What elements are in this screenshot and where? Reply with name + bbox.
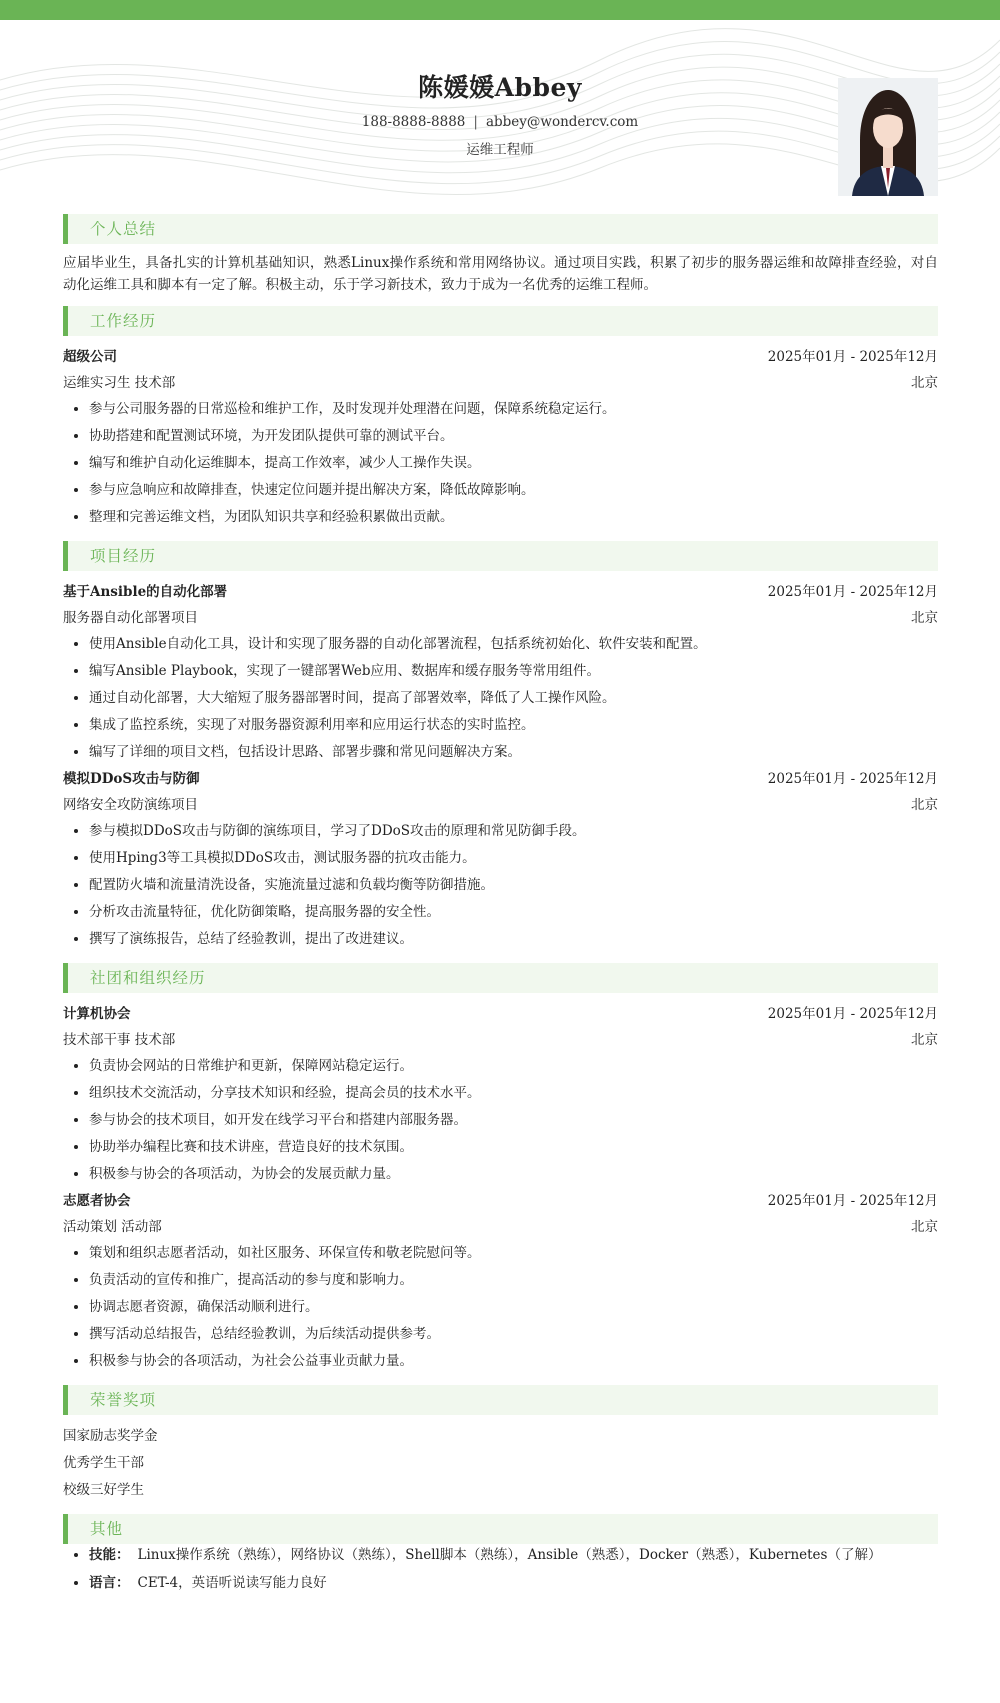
- honors-section: [63, 1385, 938, 1504]
- list-item: • 积极参与协会的各项活动，为社会公益事业贡献力量。: [89, 1348, 938, 1375]
- entry-organization: 超级公司: [63, 349, 117, 365]
- list-item: • 负责协会网站的日常维护和更新，保障网站稳定运行。: [89, 1053, 938, 1080]
- honors-list: [63, 1423, 938, 1504]
- languages-label: 语言：: [89, 1575, 130, 1591]
- list-item: • 负责活动的宣传和推广，提高活动的参与度和影响力。: [89, 1267, 938, 1294]
- summary-text: 应届毕业生，具备扎实的计算机基础知识，熟悉Linux操作系统和常用网络协议。通过项目实践，积累了初步的服务器运维和故障排查经验，对自动化运维工具和脚本有一定了解。积极主动，乐于学习新技术，致力于成为一名优秀的运维工程师。: [63, 255, 938, 293]
- list-item: • 协助搭建和配置测试环境，为开发团队提供可靠的测试平台。: [89, 423, 938, 450]
- list-item: • 策划和组织志愿者活动，如社区服务、环保宣传和敬老院慰问等。: [89, 1240, 938, 1267]
- resume-body: [63, 214, 938, 1600]
- job-title: 运维工程师: [466, 142, 534, 158]
- organizations-section: [63, 963, 938, 1375]
- entry-bullets: [63, 1240, 938, 1375]
- section-title: 项目经历: [63, 541, 938, 571]
- entry-organization: 基于Ansible的自动化部署: [63, 584, 228, 600]
- entry-bullets: [63, 818, 938, 953]
- section-title: 个人总结: [63, 214, 938, 244]
- honor-item: 优秀学生干部: [63, 1455, 144, 1471]
- languages-text: CET-4，英语听说读写能力良好: [137, 1575, 327, 1591]
- work-entry: [63, 344, 938, 531]
- entry-bullets: [63, 1053, 938, 1188]
- summary-section: [63, 214, 938, 296]
- entry-date: 2025年01月 - 2025年12月: [767, 349, 938, 365]
- list-item: • 撰写活动总结报告，总结经验教训，为后续活动提供参考。: [89, 1321, 938, 1348]
- entry-date: 2025年01月 - 2025年12月: [767, 584, 938, 600]
- organization-entry: [63, 1188, 938, 1375]
- section-title: 工作经历: [63, 306, 938, 336]
- honor-item: 校级三好学生: [63, 1482, 144, 1498]
- list-item: • 参与协会的技术项目，如开发在线学习平台和搭建内部服务器。: [89, 1107, 938, 1134]
- list-item: • 使用Hping3等工具模拟DDoS攻击，测试服务器的抗攻击能力。: [89, 845, 938, 872]
- entry-organization: 志愿者协会: [63, 1193, 131, 1209]
- list-item: • 积极参与协会的各项活动，为协会的发展贡献力量。: [89, 1161, 938, 1188]
- skills-label: 技能：: [89, 1547, 130, 1563]
- entry-location: 北京: [911, 375, 938, 391]
- entry-date: 2025年01月 - 2025年12月: [767, 1193, 938, 1209]
- entry-bullets: [63, 396, 938, 531]
- other-section: [63, 1514, 938, 1594]
- other-list: [63, 1544, 938, 1594]
- list-item: • 通过自动化部署，大大缩短了服务器部署时间，提高了部署效率，降低了人工操作风险。: [89, 685, 938, 712]
- honor-item: 国家励志奖学金: [63, 1428, 158, 1444]
- list-item: [89, 1544, 938, 1566]
- list-item: • 组织技术交流活动，分享技术知识和经验，提高会员的技术水平。: [89, 1080, 938, 1107]
- list-item: • 协助举办编程比赛和技术讲座，营造良好的技术氛围。: [89, 1134, 938, 1161]
- list-item: • 参与公司服务器的日常巡检和维护工作，及时发现并处理潜在问题，保障系统稳定运行。: [89, 396, 938, 423]
- section-title: 社团和组织经历: [63, 963, 938, 993]
- portrait-illustration: [838, 78, 938, 196]
- list-item: • 分析攻击流量特征，优化防御策略，提高服务器的安全性。: [89, 899, 938, 926]
- list-item: • 编写和维护自动化运维脚本，提高工作效率，减少人工操作失误。: [89, 450, 938, 477]
- entry-position: 服务器自动化部署项目: [63, 610, 198, 626]
- list-item: • 撰写了演练报告，总结了经验教训，提出了改进建议。: [89, 926, 938, 953]
- phone-number: 188-8888-8888: [361, 114, 466, 130]
- entry-date: 2025年01月 - 2025年12月: [767, 1006, 938, 1022]
- candidate-name: 陈媛媛Abbey: [418, 73, 582, 102]
- entry-bullets: [63, 631, 938, 766]
- top-accent-bar: [0, 0, 1000, 20]
- section-title: 荣誉奖项: [63, 1385, 938, 1415]
- list-item: • 编写了详细的项目文档，包括设计思路、部署步骤和常见问题解决方案。: [89, 739, 938, 766]
- list-item: • 配置防火墙和流量清洗设备，实施流量过滤和负载均衡等防御措施。: [89, 872, 938, 899]
- entry-location: 北京: [911, 797, 938, 813]
- entry-date: 2025年01月 - 2025年12月: [767, 771, 938, 787]
- section-title: 其他: [63, 1514, 938, 1544]
- entry-position: 网络安全攻防演练项目: [63, 797, 198, 813]
- entry-position: 活动策划 活动部: [63, 1219, 162, 1235]
- entry-position: 运维实习生 技术部: [63, 375, 176, 391]
- skills-text: Linux操作系统（熟练），网络协议（熟练），Shell脚本（熟练），Ansible（熟悉），Docker（熟悉），Kubernetes（了解）: [137, 1547, 882, 1563]
- projects-section: [63, 541, 938, 953]
- work-section: [63, 306, 938, 531]
- email-address: abbey@wondercv.com: [485, 114, 639, 130]
- entry-organization: 模拟DDoS攻击与防御: [63, 771, 200, 787]
- entry-location: 北京: [911, 1219, 938, 1235]
- list-item: • 协调志愿者资源，确保活动顺利进行。: [89, 1294, 938, 1321]
- project-entry: [63, 766, 938, 953]
- list-item: • 编写Ansible Playbook，实现了一键部署Web应用、数据库和缓存服务等常用组件。: [89, 658, 938, 685]
- list-item: • 整理和完善运维文档，为团队知识共享和经验积累做出贡献。: [89, 504, 938, 531]
- organization-entry: [63, 1001, 938, 1188]
- list-item: • 参与应急响应和故障排查，快速定位问题并提出解决方案，降低故障影响。: [89, 477, 938, 504]
- entry-position: 技术部干事 技术部: [63, 1032, 176, 1048]
- entry-organization: 计算机协会: [63, 1006, 131, 1022]
- contact-separator: |: [473, 114, 478, 130]
- list-item: • 使用Ansible自动化工具，设计和实现了服务器的自动化部署流程，包括系统初始化、软件安装和配置。: [89, 631, 938, 658]
- list-item: [89, 1572, 938, 1594]
- list-item: • 参与模拟DDoS攻击与防御的演练项目，学习了DDoS攻击的原理和常见防御手段。: [89, 818, 938, 845]
- entry-location: 北京: [911, 610, 938, 626]
- profile-photo: [838, 78, 938, 196]
- entry-location: 北京: [911, 1032, 938, 1048]
- list-item: • 集成了监控系统，实现了对服务器资源利用率和应用运行状态的实时监控。: [89, 712, 938, 739]
- project-entry: [63, 579, 938, 766]
